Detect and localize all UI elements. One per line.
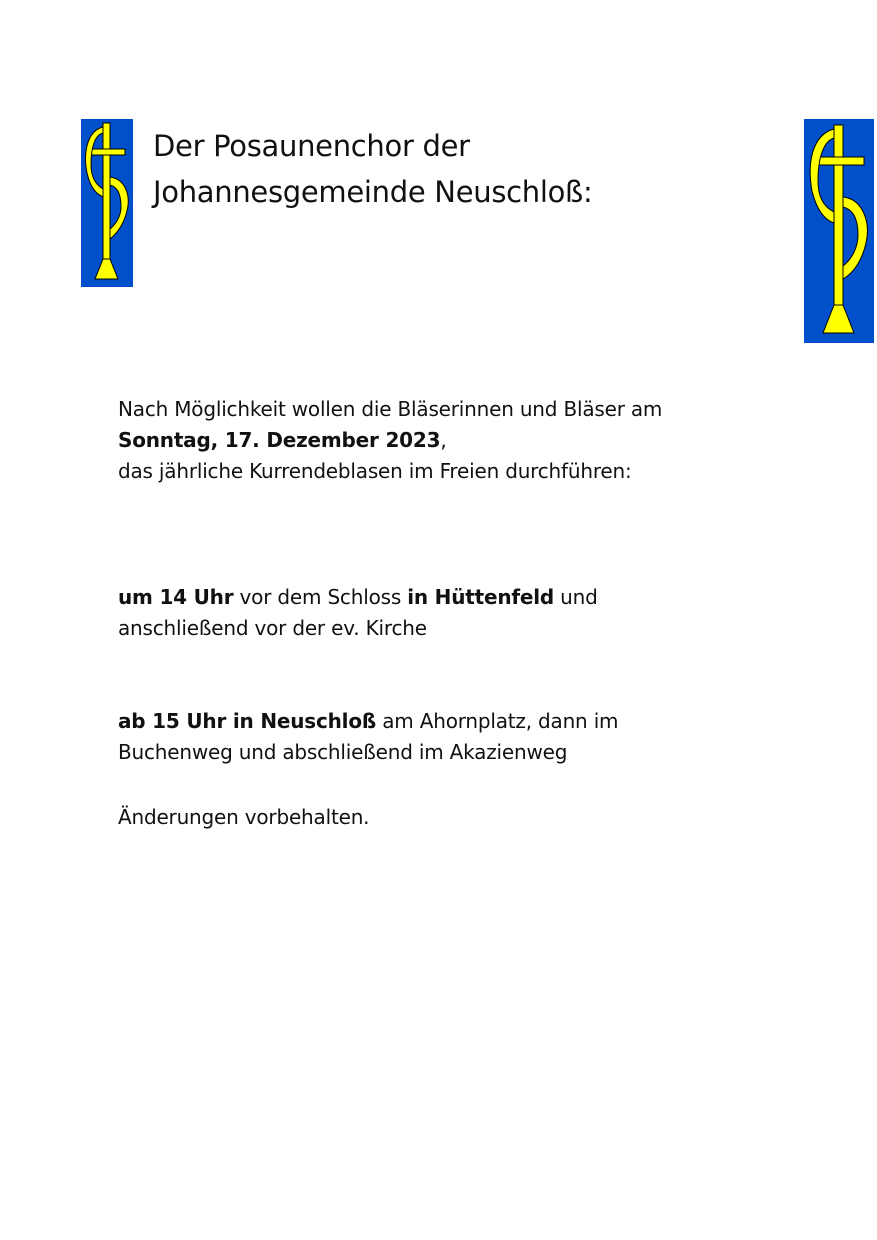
intro-line-1: Nach Möglichkeit wollen die Bläserinnen und Bläser am	[118, 397, 663, 421]
neuschloss-place: in Neuschloß	[232, 709, 377, 733]
changes-note: Änderungen vorbehalten.	[118, 805, 370, 829]
page-title	[153, 123, 593, 215]
huettenfeld-place: in Hüttenfeld	[407, 585, 554, 609]
huettenfeld-time: um 14 Uhr	[118, 585, 234, 609]
title-line-2: Johannesgemeinde Neuschloß:	[153, 175, 593, 209]
intro-line-3: das jährliche Kurrendeblasen im Freien durchführen:	[118, 459, 632, 483]
event-date: Sonntag, 17. Dezember 2023	[118, 428, 441, 452]
huettenfeld-line-1	[118, 582, 598, 613]
title-line-1: Der Posaunenchor der	[153, 129, 470, 163]
neuschloss-space	[226, 709, 233, 733]
intro-paragraph	[118, 394, 662, 487]
huettenfeld-line-2: anschließend vor der ev. Kirche	[118, 616, 427, 640]
huettenfeld-paragraph	[118, 582, 598, 644]
intro-date-line	[118, 425, 662, 456]
cross-trumpet-logo-icon	[804, 119, 874, 343]
neuschloss-line-1	[118, 706, 618, 737]
neuschloss-time: ab 15 Uhr	[118, 709, 227, 733]
neuschloss-paragraph	[118, 706, 618, 768]
neuschloss-text-1: am Ahornplatz, dann im	[376, 709, 619, 733]
huettenfeld-text-2: und	[554, 585, 598, 609]
cross-trumpet-logo-icon	[81, 119, 133, 287]
event-date-comma: ,	[440, 428, 447, 452]
huettenfeld-text-1: vor dem Schloss	[233, 585, 408, 609]
neuschloss-line-2: Buchenweg und abschließend im Akazienweg	[118, 740, 568, 764]
